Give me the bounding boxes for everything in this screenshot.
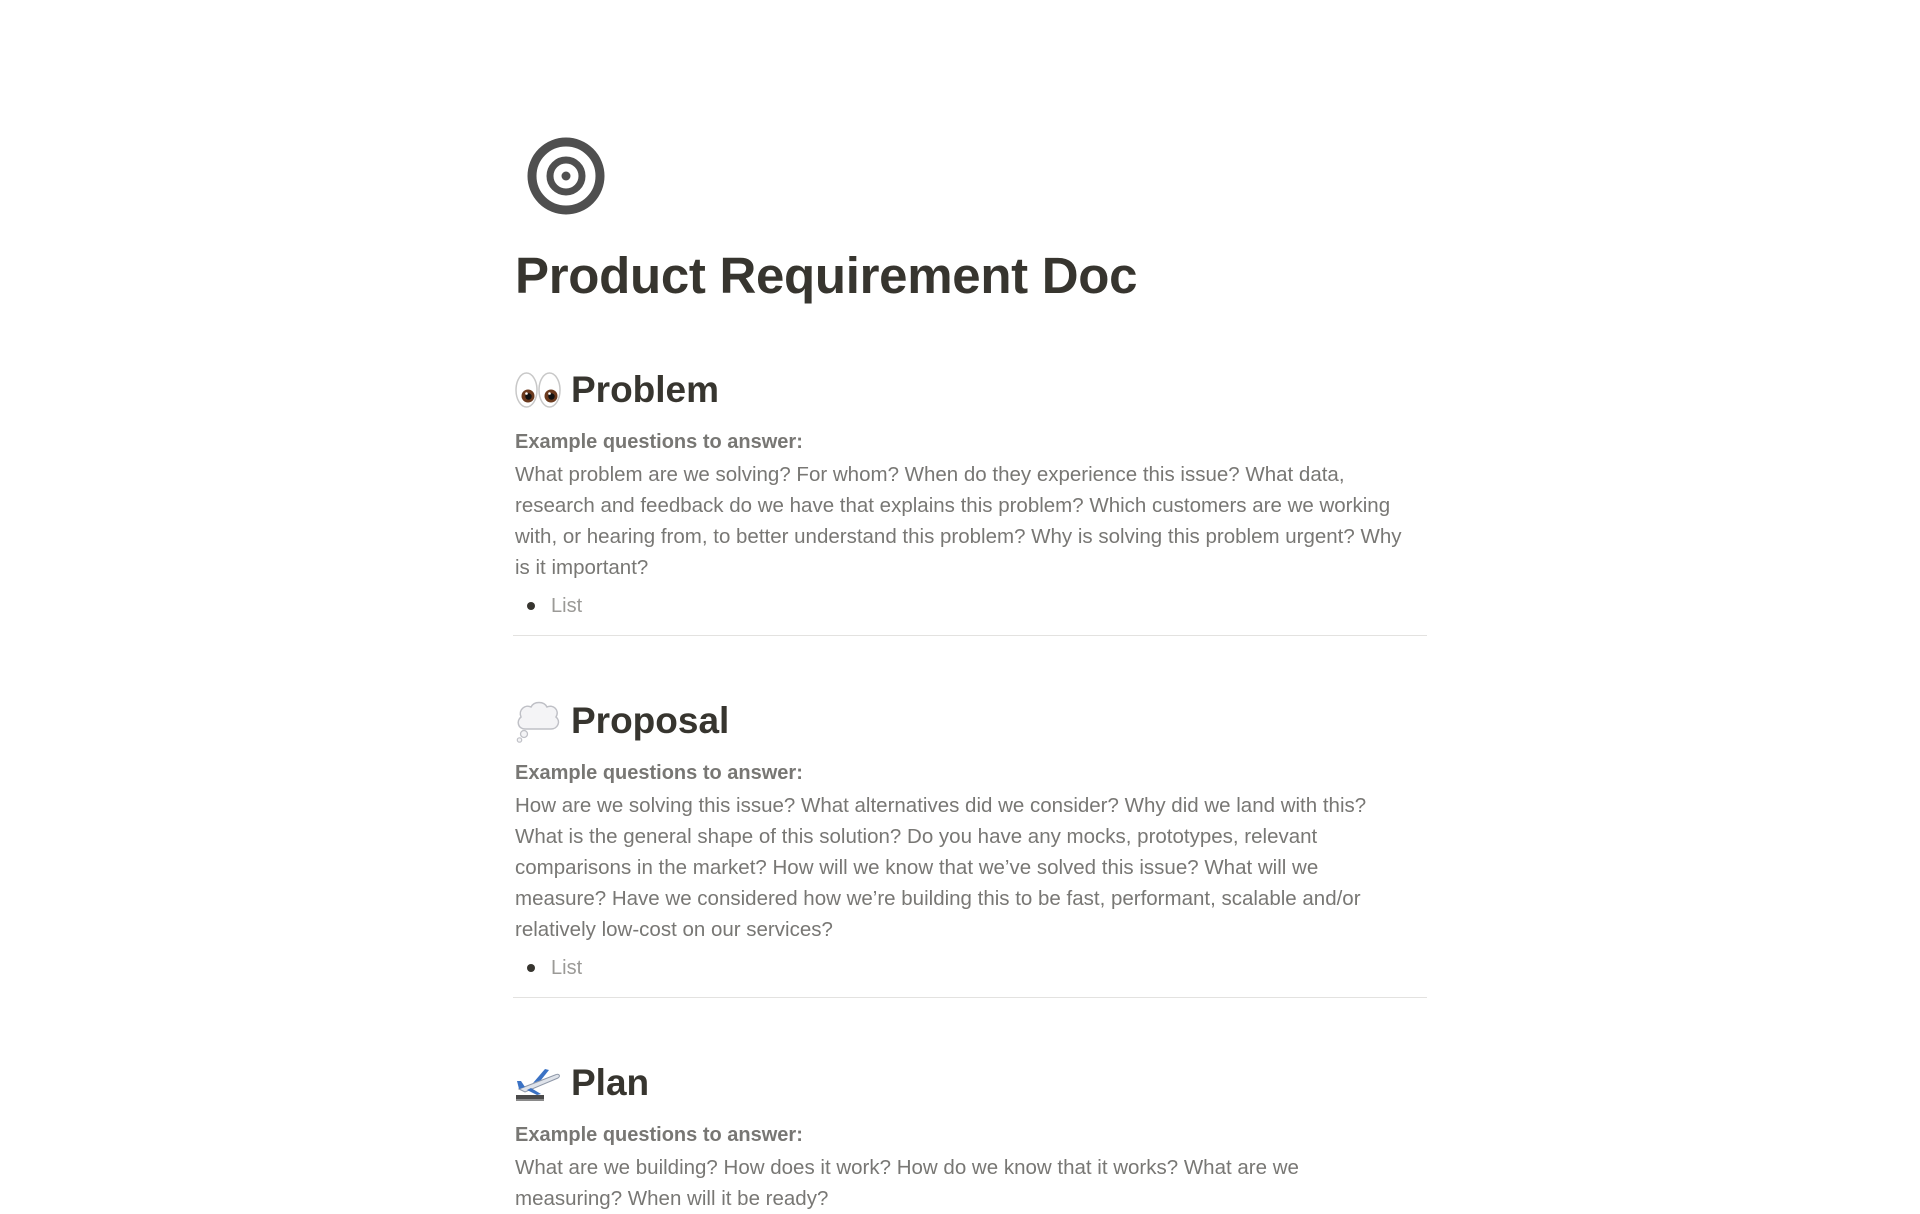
prompt-body[interactable]: How are we solving this issue? What alternatives did we consider? Why did we land with this? What is the general shape of this solution? Do you have any mocks, prototypes, relevant comparisons in the market? How will we know that we’ve solved this issue? What will we measure? Have we considered how we’re building this to be fast, performant, scalable and/or relatively low-cost on our services? (515, 794, 1367, 941)
prompt-body[interactable]: What are we building? How does it work? How do we know that it works? What are we measuring? When will it be ready? (515, 1156, 1299, 1210)
section-heading[interactable] (515, 695, 1427, 747)
section-proposal (513, 695, 1427, 998)
divider (513, 997, 1427, 998)
airplane-departure-emoji-icon (515, 1060, 561, 1106)
divider (513, 635, 1427, 636)
prompt-label[interactable]: Example questions to answer: (515, 762, 803, 784)
bullet-placeholder[interactable]: List (551, 957, 583, 979)
eyes-emoji-icon (515, 367, 561, 413)
bullet-icon (527, 964, 535, 972)
target-icon[interactable] (527, 137, 605, 215)
section-heading-text: Plan (571, 1062, 650, 1103)
bullet-placeholder[interactable]: List (551, 595, 583, 617)
section-heading[interactable] (515, 364, 1427, 416)
bullet-icon (527, 602, 535, 610)
prompt-label[interactable]: Example questions to answer: (515, 1124, 803, 1146)
section-problem (513, 364, 1427, 636)
page-title[interactable]: Product Requirement Doc (515, 247, 1138, 304)
bullet-list-item[interactable] (513, 951, 1427, 985)
section-heading-text: Proposal (571, 700, 730, 741)
section-heading[interactable] (515, 1057, 1427, 1109)
prompt-label[interactable]: Example questions to answer: (515, 431, 803, 453)
thought-balloon-emoji-icon (515, 698, 561, 744)
prompt-body[interactable]: What problem are we solving? For whom? When do they experience this issue? What data, research and feedback do we have that explains this problem? Which customers are we working with, or hearing from, to better understand this problem? Why is solving this problem urgent? Why is it important? (515, 463, 1402, 579)
bullet-list-item[interactable] (513, 589, 1427, 623)
section-heading-text: Problem (571, 369, 720, 410)
section-plan (513, 1057, 1427, 1214)
